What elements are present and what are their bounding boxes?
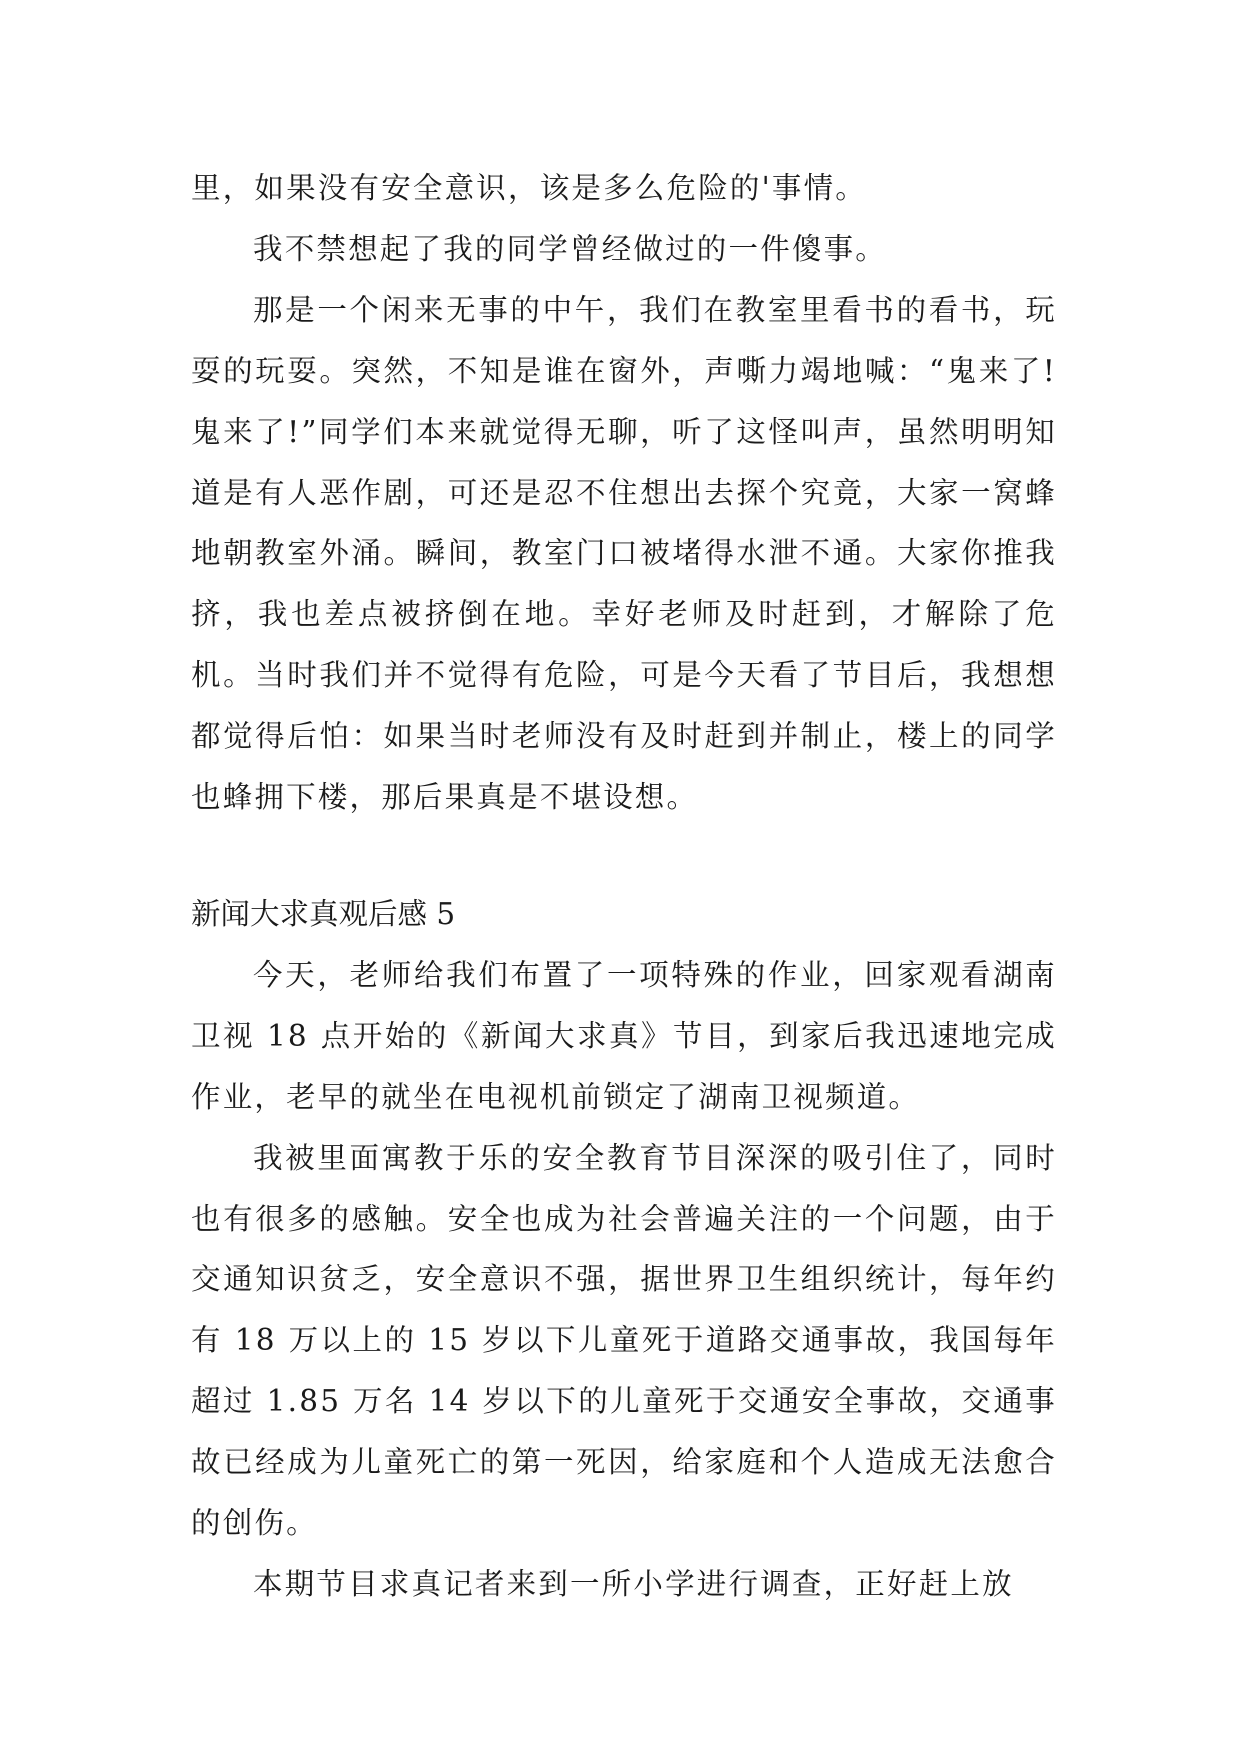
section-title: 新闻大求真观后感 5	[191, 896, 456, 931]
paragraph-6: 本期节目求真记者来到一所小学进行调查，正好赶上放	[253, 1566, 1014, 1601]
paragraph-1: 里，如果没有安全意识，该是多么危险的'事情。	[191, 171, 868, 205]
document-body	[191, 158, 1057, 1615]
paragraph-3: 那是一个闲来无事的中午，我们在教室里看书的看书，玩耍的玩耍。突然，不知是谁在窗外，声嘶力竭地喊：“鬼来了!鬼来了!”同学们本来就觉得无聊，听了这怪叫声，虽然明明知道是有人恶作剧，可还是忍不住想出去探个究竟，大家一窝蜂地朝教室外涌。瞬间，教室门口被堵得水泄不通。大家你推我挤，我也差点被挤倒在地。幸好老师及时赶到，才解除了危机。当时我们并不觉得有危险，可是今天看了节目后，我想想都觉得后怕：如果当时老师没有及时赶到并制止，楼上的同学也蜂拥下楼，那后果真是不堪设想。	[191, 292, 1057, 815]
paragraph-4: 今天，老师给我们布置了一项特殊的作业，回家观看湖南卫视 18 点开始的《新闻大求真》节目，到家后我迅速地完成作业，老早的就坐在电视机前锁定了湖南卫视频道。	[191, 957, 1057, 1114]
paragraph-5: 我被里面寓教于乐的安全教育节目深深的吸引住了，同时也有很多的感触。安全也成为社会普遍关注的一个问题，由于交通知识贫乏，安全意识不强，据世界卫生组织统计，每年约有 18 万以上的 15 岁以下儿童死于道路交通事故，我国每年超过 1.85 万名 14 岁以下的儿童死于交通安全事故，交通事故已经成为儿童死亡的第一死因，给家庭和个人造成无法愈合的创伤。	[191, 1140, 1057, 1541]
paragraph-2: 我不禁想起了我的同学曾经做过的一件傻事。	[253, 231, 888, 266]
